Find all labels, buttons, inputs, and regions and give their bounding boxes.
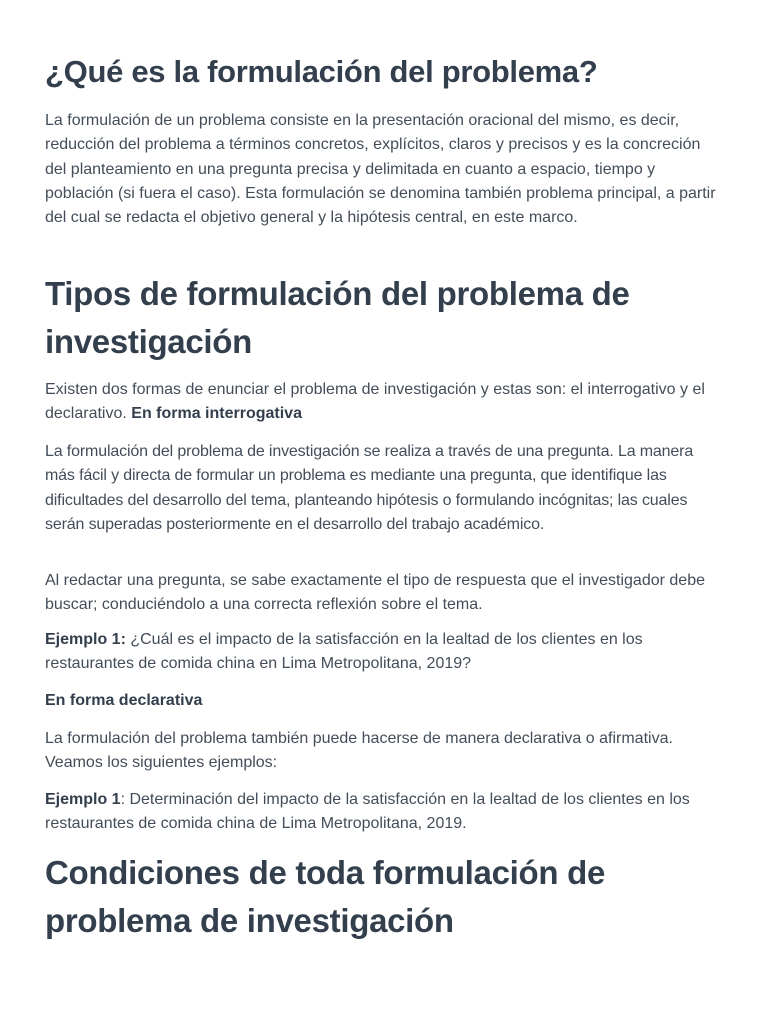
example-label: Ejemplo 1: [45, 631, 126, 648]
section-heading-condiciones: Condiciones de toda formulación de problema de investigación [45, 854, 606, 939]
paragraph-interrogativa-2: Al redactar una pregunta, se sabe exactamente el tipo de respuesta que el investigador debe buscar; conduciéndolo a una correcta reflexión sobre el tema. [45, 572, 705, 614]
paragraph-declarativa: La formulación del problema también puede hacerse de manera declarativa o afirmativa. Veamos los siguientes ejemplos: [45, 730, 673, 772]
example-interrogativa [45, 628, 725, 677]
paragraph-interrogativa-1: La formulación del problema de investigación se realiza a través de una pregunta. La manera más fácil y directa de formular un problema es mediante una pregunta, que identifique las dificultades del desarrollo del tema, planteando hipótesis o formulando incógnitas; las cuales serán superadas posteriormente en el desarrollo del trabajo académico. [45, 443, 694, 533]
subheading-interrogativa: En forma interrogativa [131, 405, 302, 423]
intro-text: Existen dos formas de enunciar el problema de investigación y estas son: el interrogativo y el declarativo. [45, 381, 705, 423]
paragraph-definicion: La formulación de un problema consiste en la presentación oracional del mismo, es decir, reducción del problema a términos concretos, explícitos, claros y precisos y es la concreción del planteamiento en una pregunta precisa y delimitada en cuanto a espacio, tiempo y población (si fuera el caso). Esta formulación se denomina también problema principal, a partir del cual se redacta el objetivo general y la hipótesis central, en este marco. [45, 112, 716, 227]
paragraph-intro-tipos [45, 378, 725, 427]
example-text: ¿Cuál es el impacto de la satisfacción en la lealtad de los clientes en los restaurantes de comida china en Lima Metropolitana, 2019? [45, 631, 643, 673]
subheading-declarativa [45, 689, 725, 713]
section-heading-tipos: Tipos de formulación del problema de investigación [45, 275, 630, 360]
example-declarativa [45, 788, 725, 837]
example-label: Ejemplo 1 [45, 791, 121, 808]
section-heading-que-es: ¿Qué es la formulación del problema? [45, 54, 598, 89]
subheading-declarativa-text: En forma declarativa [45, 692, 203, 709]
example-text: : Determinación del impacto de la satisfacción en la lealtad de los clientes en los restaurantes de comida china de Lima Metropolitana, 2019. [45, 791, 690, 833]
